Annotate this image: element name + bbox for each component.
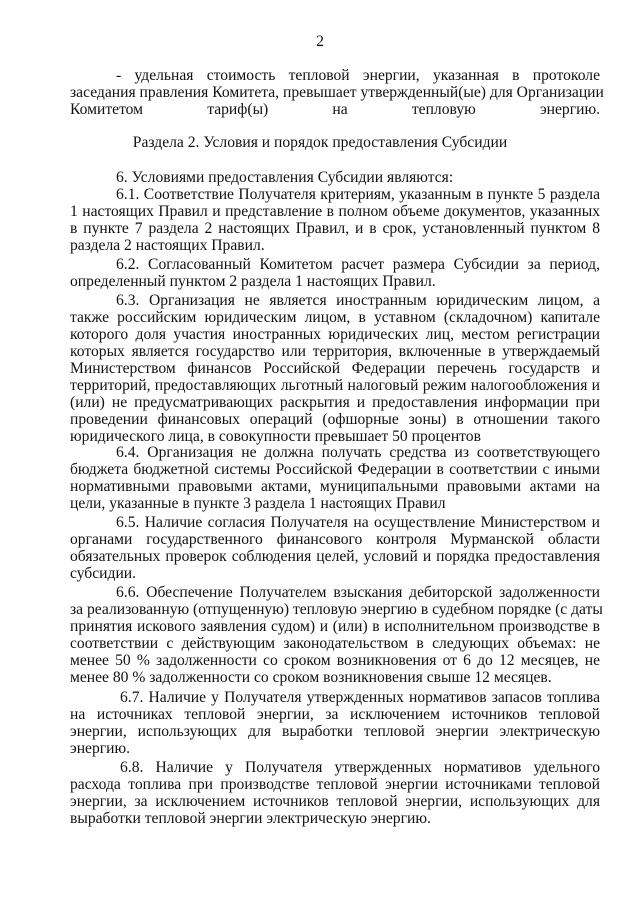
paragraph-6-6-line: менее 80 % задолженности со сроком возникновения свыше 12 месяцев. — [70, 669, 552, 686]
paragraph-6-4-line: бюджета бюджетной системы Российской Федерации в соответствии с иными — [70, 461, 600, 478]
paragraph-6-4-line: нормативными правовыми актами, муниципальными правовыми актами на — [70, 478, 600, 495]
paragraph-6-5-line: субсидии. — [70, 565, 137, 582]
paragraph-6-1-line: 6.1. Соответствие Получателя критериям, указанным в пункте 5 раздела — [116, 186, 600, 203]
paragraph-6-2-line: 6.2. Согласованный Комитетом расчет размера Субсидии за период, — [116, 256, 600, 273]
paragraph-6-6-line: за реализованную (отпущенную) тепловую энергию в судебном порядке (с даты — [70, 601, 603, 618]
paragraph-6-line: 6. Условиями предоставления Субсидии являются: — [116, 169, 454, 186]
paragraph-6-6-line: соответствии с действующим законодательством в следующих объемах: не — [70, 635, 600, 652]
paragraph-6-7-line: энергии, использующих для выработки тепловой энергии электрическую — [70, 723, 600, 740]
paragraph-6-3-line: территорий, предоставляющих льготный налоговый режим налогообложения и — [70, 377, 600, 394]
paragraph-6-7-line: энергию. — [70, 740, 131, 757]
paragraph-6-3-line: которых является государство или территория, включенные в утверждаемый — [70, 343, 600, 360]
paragraph-6-6-line: принятия искового заявления судом) и (или) в исполнительном производстве в — [70, 618, 600, 635]
paragraph-6-1-line: 1 настоящих Правил и представление в полном объеме документов, указанных — [70, 203, 600, 220]
paragraph-6-5-line: 6.5. Наличие согласия Получателя на осуществление Министерством и — [116, 514, 600, 531]
paragraph-6-3-line: которого доля участия иностранных юридических лиц, местом регистрации — [70, 326, 600, 343]
paragraph-6-1-line: в пункте 7 раздела 2 настоящих Правил, и в срок, установленный пунктом 8 — [70, 220, 600, 237]
paragraph-6-8-line: выработки тепловой энергии электрическую энергию. — [70, 810, 431, 827]
paragraph-6-6-line: 6.6. Обеспечение Получателем взыскания дебиторской задолженности — [116, 584, 600, 601]
paragraph-6-3-line: также российским юридическим лицом, в уставном (складочном) капитале — [70, 309, 600, 326]
paragraph-6-5-line: обязательных проверок соблюдения целей, условий и порядка предоставления — [70, 548, 600, 565]
paragraph-6-3-line: 6.3. Организация не является иностранным юридическим лицом, а — [116, 292, 600, 309]
intro-paragraph-line: заседания правления Комитета, превышает утвержденный(ые) для Организации — [70, 84, 604, 101]
paragraph-6-2-line: определенный пунктом 2 раздела 1 настоящих Правил. — [70, 273, 436, 290]
paragraph-6-1-line: раздела 2 настоящих Правил. — [70, 237, 265, 254]
intro-paragraph-line: Комитетом тариф(ы) на тепловую энергию. — [70, 101, 600, 118]
paragraph-6-5-line: органами государственного финансового контроля Мурманской области — [70, 531, 600, 548]
paragraph-6-8-line: расхода топлива при производстве тепловой энергии источниками тепловой — [70, 776, 600, 793]
paragraph-6-3-line: (или) не предусматривающих раскрытия и предоставления информации при — [70, 394, 600, 411]
intro-paragraph-line: - удельная стоимость тепловой энергии, указанная в протоколе — [116, 67, 600, 84]
page-number: 2 — [316, 33, 324, 50]
paragraph-6-8-line: 6.8. Наличие у Получателя утвержденных нормативов удельного — [120, 759, 600, 776]
section-heading: Раздела 2. Условия и порядок предоставления Субсидии — [132, 134, 508, 151]
paragraph-6-3-line: проведении финансовых операций (офшорные зоны) в отношении такого — [70, 411, 600, 428]
paragraph-6-4-line: цели, указанные в пункте 3 раздела 1 настоящих Правил — [70, 495, 446, 512]
paragraph-6-6-line: менее 50 % задолженности со сроком возникновения от 6 до 12 месяцев, не — [70, 652, 600, 669]
paragraph-6-4-line: 6.4. Организация не должна получать средства из соответствующего — [116, 444, 600, 461]
paragraph-6-3-line: юридического лица, в совокупности превышает 50 процентов — [70, 428, 481, 445]
paragraph-6-7-line: на источниках тепловой энергии, за исключением источников тепловой — [70, 706, 600, 723]
paragraph-6-3-line: Министерством финансов Российской Федерации перечень государств и — [70, 360, 600, 377]
paragraph-6-8-line: энергии, за исключением источников тепловой энергии, использующих для — [70, 793, 600, 810]
paragraph-6-7-line: 6.7. Наличие у Получателя утвержденных нормативов запасов топлива — [120, 689, 600, 706]
